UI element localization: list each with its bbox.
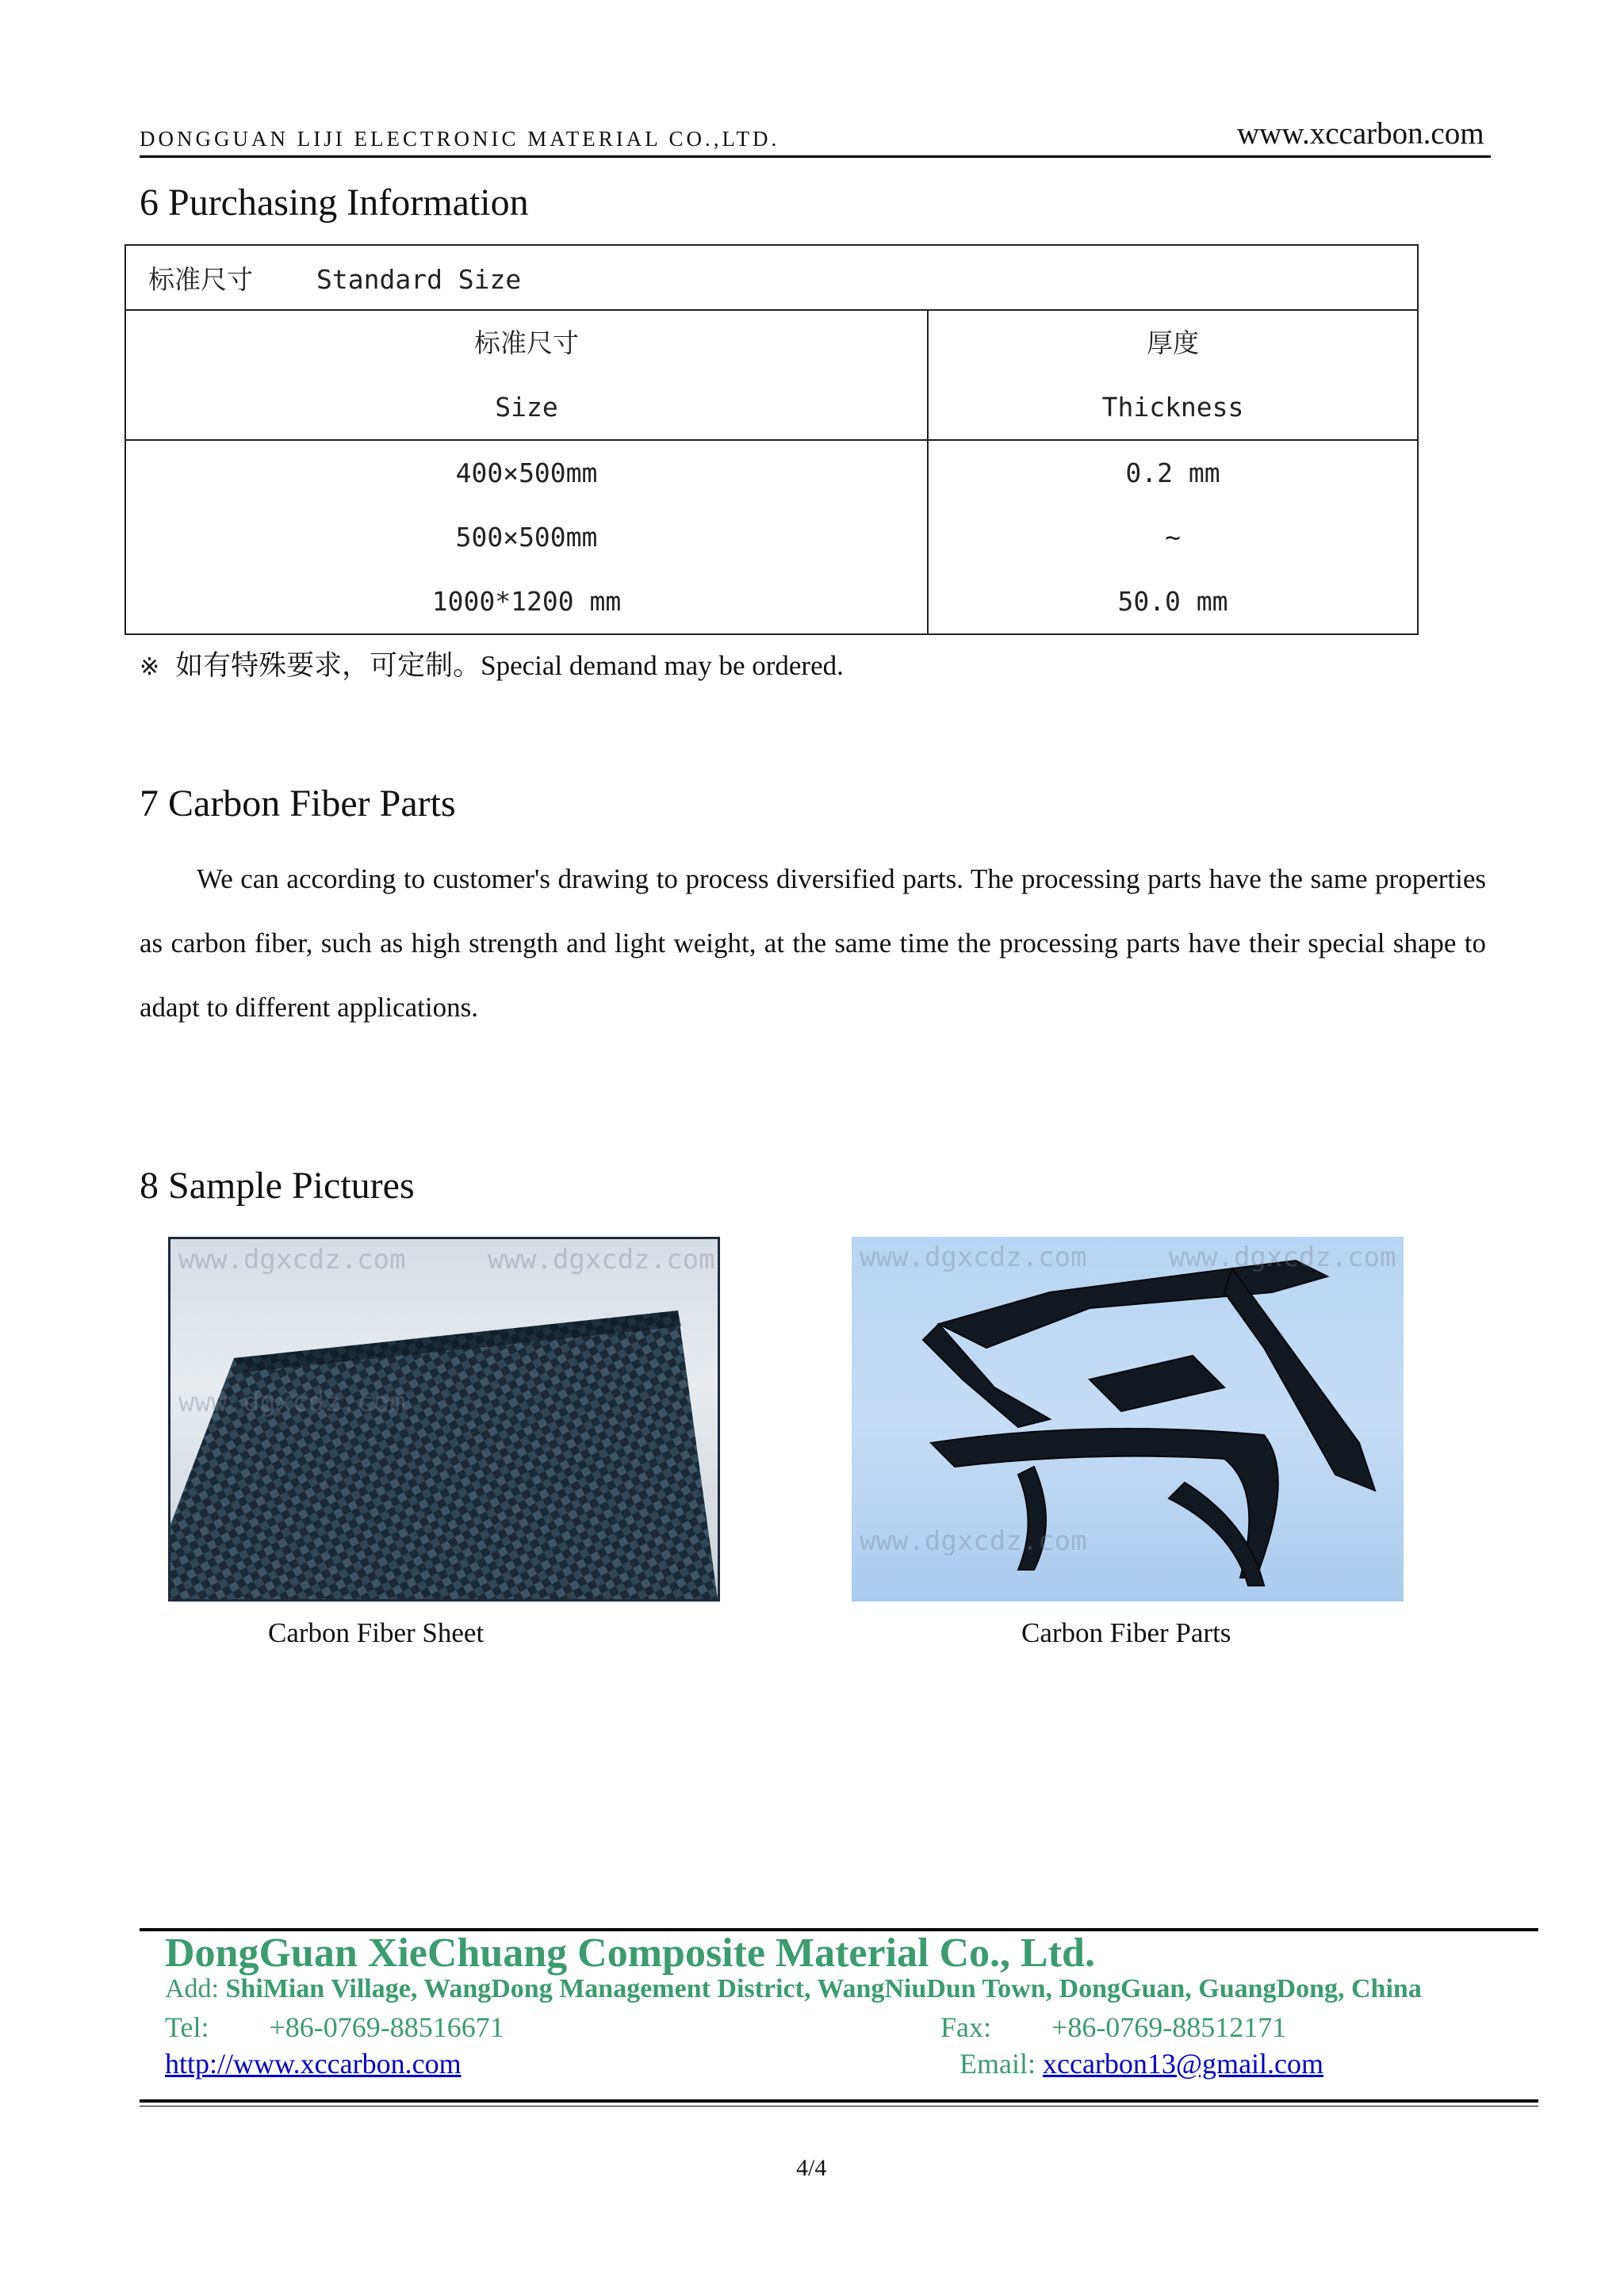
header-company: DONGGUAN LIJI ELECTRONIC MATERIAL CO.,LTD. <box>140 127 780 151</box>
footer-website-link[interactable]: http://www.xccarbon.com <box>165 2048 462 2080</box>
header-size <box>125 310 928 440</box>
carbon-fiber-sheet-image <box>168 1237 720 1601</box>
footer-address <box>165 1974 1422 2004</box>
header-thickness-en: Thickness <box>1101 392 1244 423</box>
watermark-text: www.dgxcdz.com <box>178 1387 406 1418</box>
tel-value: +86-0769-88516671 <box>269 2011 504 2043</box>
address-label: Add: <box>165 1974 219 2003</box>
caption-cn: 标准尺寸 <box>148 263 253 295</box>
header-size-en: Size <box>495 392 558 423</box>
watermark-text: www.dgxcdz.com <box>860 1525 1087 1557</box>
email-link[interactable]: xccarbon13@gmail.com <box>1042 2048 1324 2080</box>
watermark-text: www.dgxcdz.com <box>1169 1242 1396 1273</box>
caption-en: Standard Size <box>316 263 522 295</box>
header-size-cn: 标准尺寸 <box>474 327 579 358</box>
thickness-min: 0.2 mm <box>1125 457 1220 488</box>
page-number: 4/4 <box>796 2155 827 2181</box>
section-title-parts: 7 Carbon Fiber Parts <box>140 783 456 825</box>
size-value: 1000*1200 mm <box>431 586 622 617</box>
tel-label: Tel: <box>165 2011 209 2043</box>
footer-tel <box>165 2011 504 2044</box>
carbon-sheet-illustration <box>170 1239 718 1599</box>
watermark-text: www.dgxcdz.com <box>860 1242 1087 1273</box>
footer-divider-bottom <box>140 2099 1538 2103</box>
caption-parts: Carbon Fiber Parts <box>1021 1617 1231 1648</box>
watermark-text: www.dgxcdz.com <box>178 1244 406 1276</box>
size-values <box>125 440 928 634</box>
fax-label: Fax: <box>940 2011 992 2043</box>
section-title-samples: 8 Sample Pictures <box>140 1165 415 1207</box>
size-value: 500×500mm <box>455 522 598 553</box>
table-header-row <box>125 310 1418 440</box>
standard-size-table <box>124 244 1419 635</box>
section-title-purchasing: 6 Purchasing Information <box>140 182 529 224</box>
footer-fax <box>940 2011 1286 2044</box>
note-text: 如有特殊要求，可定制。Special demand may be ordered. <box>175 650 844 681</box>
footer-divider-bottom-thin <box>140 2106 1538 2107</box>
special-demand-note <box>140 644 844 683</box>
header-website: www.xccarbon.com <box>1237 117 1484 151</box>
caption-sheet: Carbon Fiber Sheet <box>268 1617 485 1648</box>
footer-company-name: DongGuan XieChuang Composite Material Co., Ltd. <box>165 1931 1095 1976</box>
watermark-text: www.dgxcdz.com <box>488 1244 715 1276</box>
table-caption-cell <box>125 245 1418 310</box>
reference-mark: ※ <box>140 653 160 681</box>
header-thickness-cn: 厚度 <box>1147 327 1199 358</box>
thickness-max: 50.0 mm <box>1117 586 1228 617</box>
parts-paragraph <box>140 847 1486 1039</box>
fax-value: +86-0769-88512171 <box>1051 2011 1287 2043</box>
size-value: 400×500mm <box>455 457 598 488</box>
address-text: ShiMian Village, WangDong Management District, WangNiuDun Town, DongGuan, GuangDong, China <box>225 1974 1422 2003</box>
header-thickness <box>928 310 1418 440</box>
parts-paragraph-text: We can according to customer's drawing to process diversified parts. The processing parts have the same properties as carbon fiber, such as high strength and light weight, at the same time the processing parts have their special shape to adapt to different applications. <box>140 863 1486 1023</box>
table-row <box>125 440 1418 634</box>
thickness-values <box>928 440 1418 634</box>
footer-email <box>959 2047 1323 2080</box>
header-divider <box>140 155 1491 158</box>
carbon-fiber-parts-image <box>852 1237 1404 1601</box>
thickness-range-tilde: ~ <box>1165 522 1181 553</box>
email-label: Email: <box>959 2048 1036 2080</box>
table-caption-row <box>125 245 1418 310</box>
